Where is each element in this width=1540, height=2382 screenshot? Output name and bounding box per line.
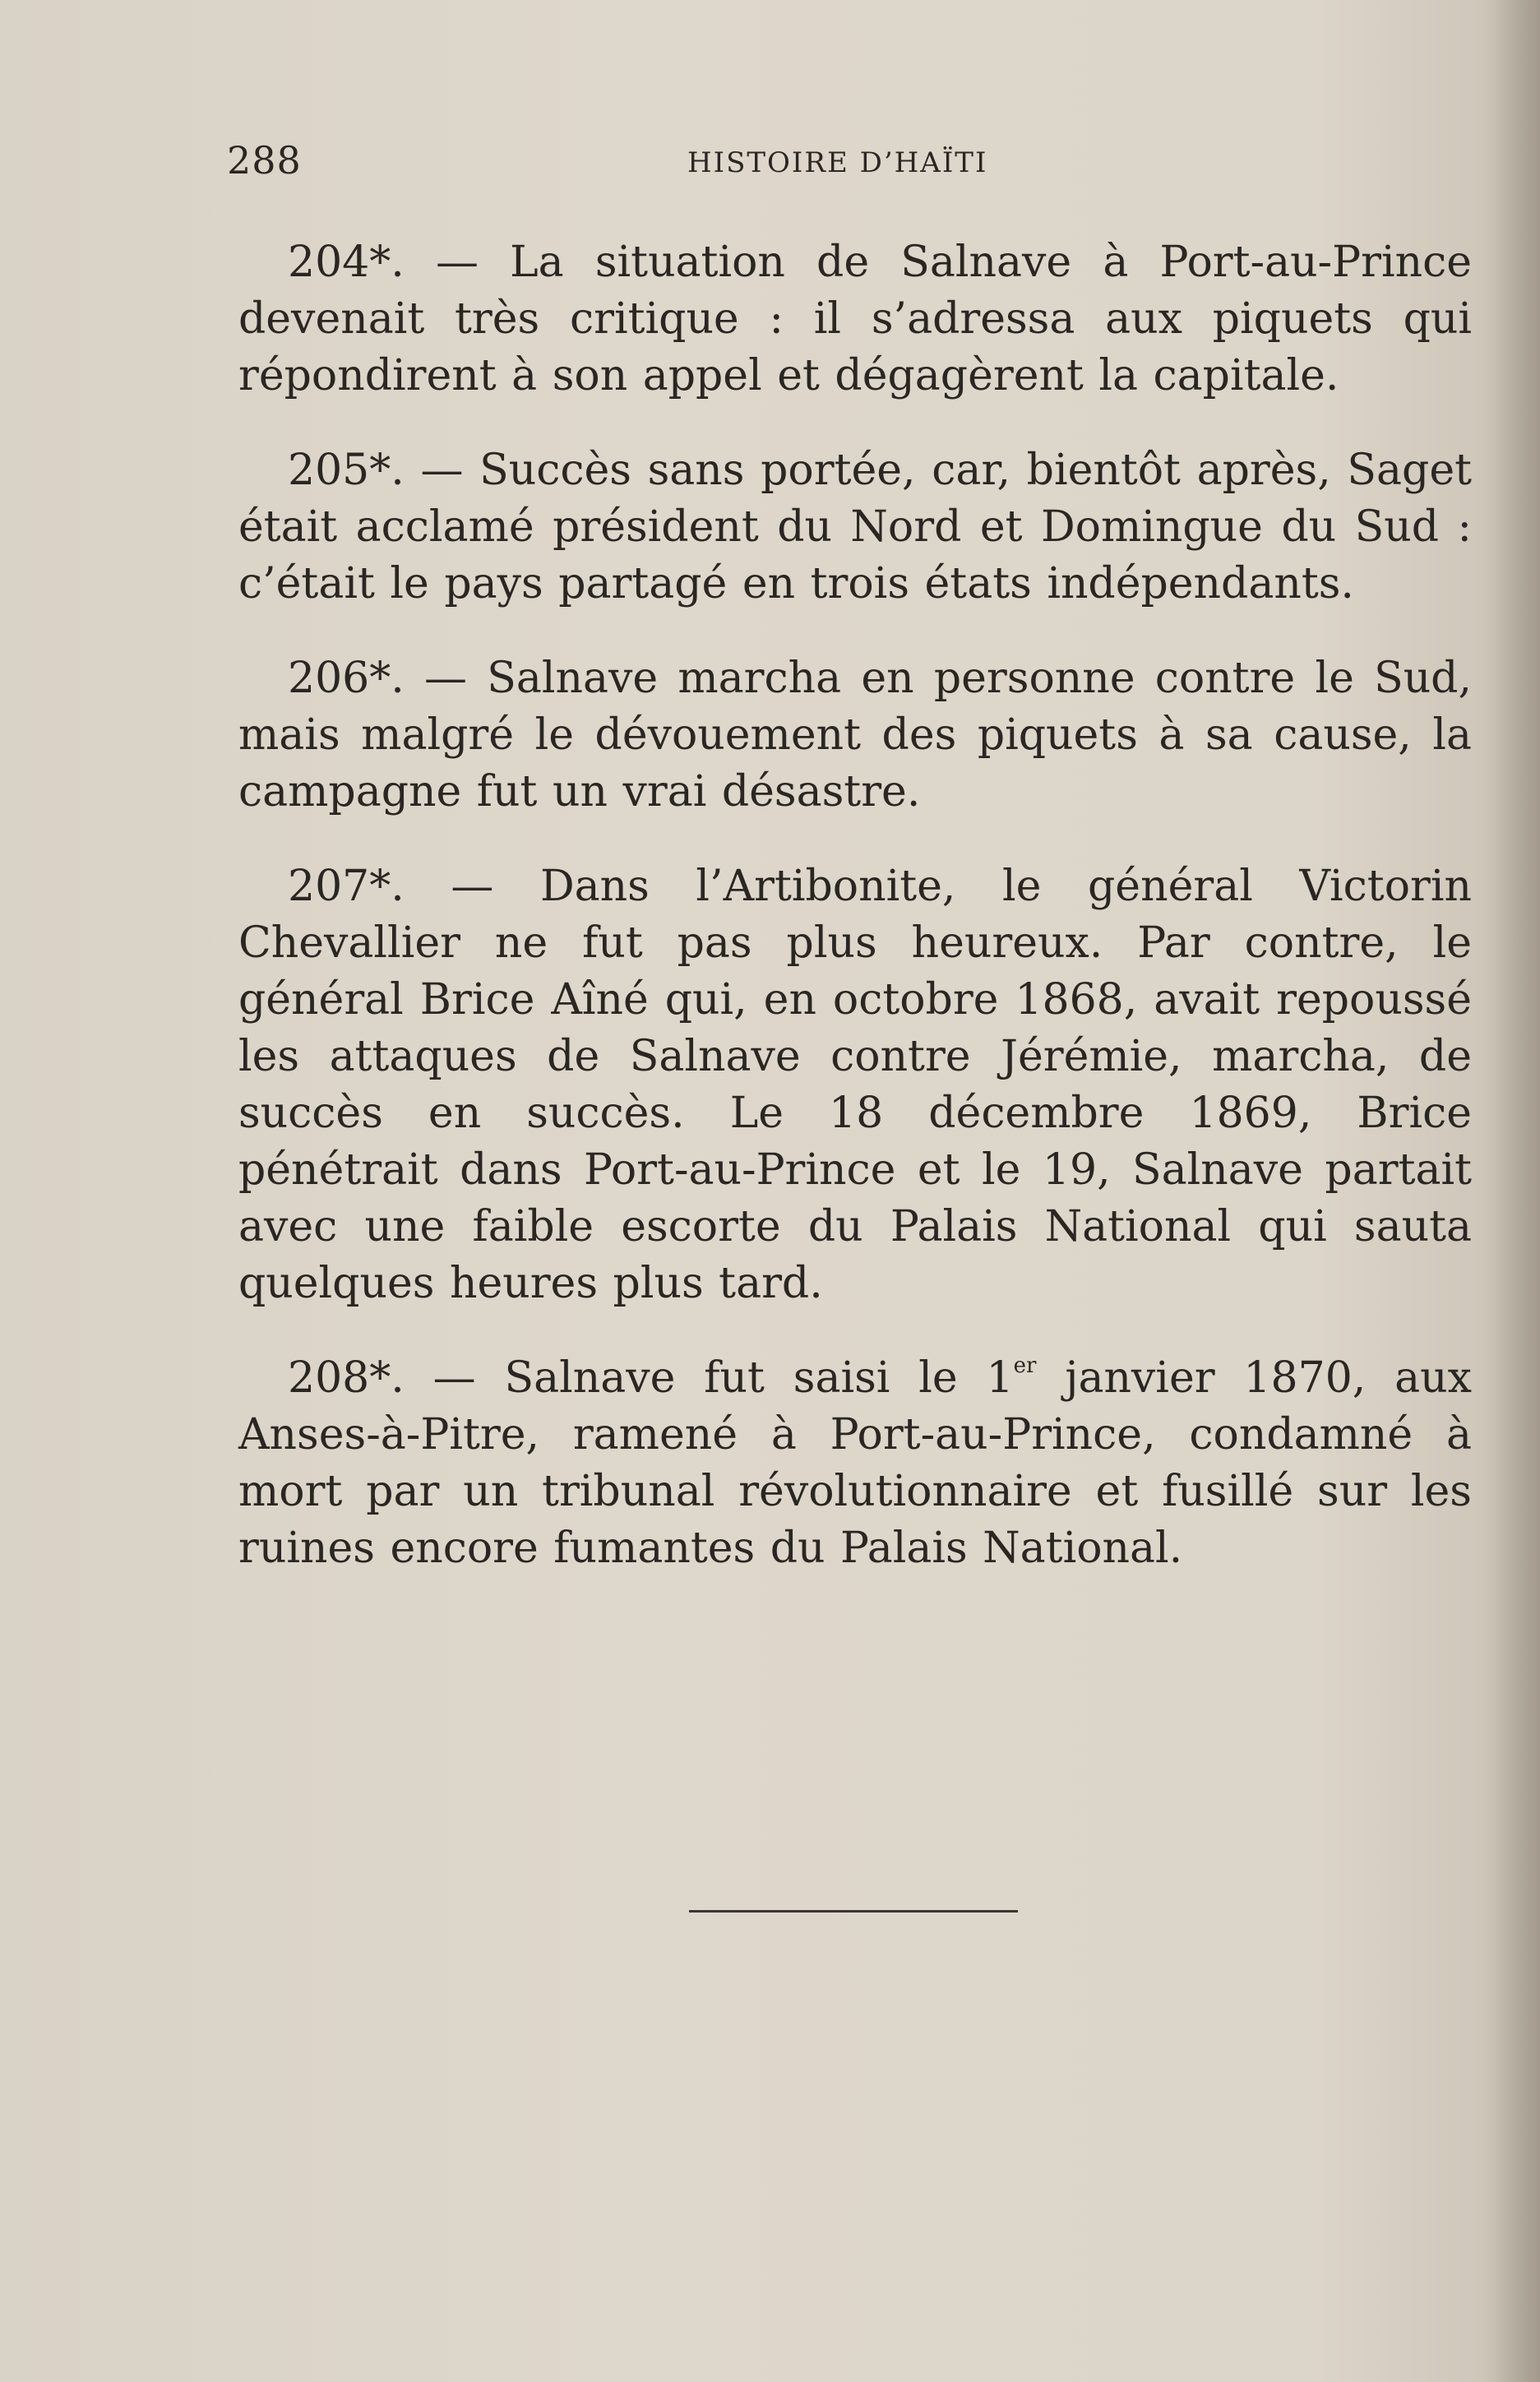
- paragraph-204: 204*. — La situation de Salnave à Port-au-Prince devenait très critique : il s’adressa aux piquets qui répondirent à son appel et dégagèrent la capitale.: [238, 238, 1472, 400]
- paragraph-208-end: janvier 1870, aux Anses-à-Pitre, ramené à Port-au-Prince, condamné à mort par un tribunal révolutionnaire et fusillé sur les ruines encore fumantes du Palais National.: [238, 1353, 1472, 1573]
- paragraph-206: 206*. — Salnave marcha en personne contre le Sud, mais malgré le dévouement des piquets à sa cause, la campagne fut un vrai désastre.: [238, 654, 1472, 816]
- paragraph-207: 207*. — Dans l’Artibonite, le général Victorin Chevallier ne fut pas plus heureux. Par contre, le général Brice Aîné qui, en octobre 1868, avait repoussé les attaques de Salnave contre Jérémie, marcha, de succès en succès. Le 18 décembre 1869, Brice pénétrait dans Port-au-Prince et le 19, Salnave partait avec une faible escorte du Palais National qui sauta quelques heures plus tard.: [238, 862, 1472, 1308]
- paragraph-205: 205*. — Succès sans portée, car, bientôt après, Saget était acclamé président du Nord et Domingue du Sud : c’était le pays partagé en trois états indépendants.: [238, 446, 1472, 608]
- body-text: [238, 234, 1472, 1615]
- page-number: 288: [227, 138, 302, 183]
- section-end-rule: [689, 1910, 1018, 1913]
- page-header: [227, 138, 1468, 196]
- ordinal-superscript: er: [1013, 1353, 1037, 1378]
- paragraph-208-start: 208*. — Salnave fut saisi le 1: [288, 1353, 1014, 1403]
- page-edge-shadow: [1491, 0, 1540, 2382]
- running-head: HISTOIRE D’HAÏTI: [687, 146, 988, 179]
- paragraph-208: [238, 1350, 1472, 1577]
